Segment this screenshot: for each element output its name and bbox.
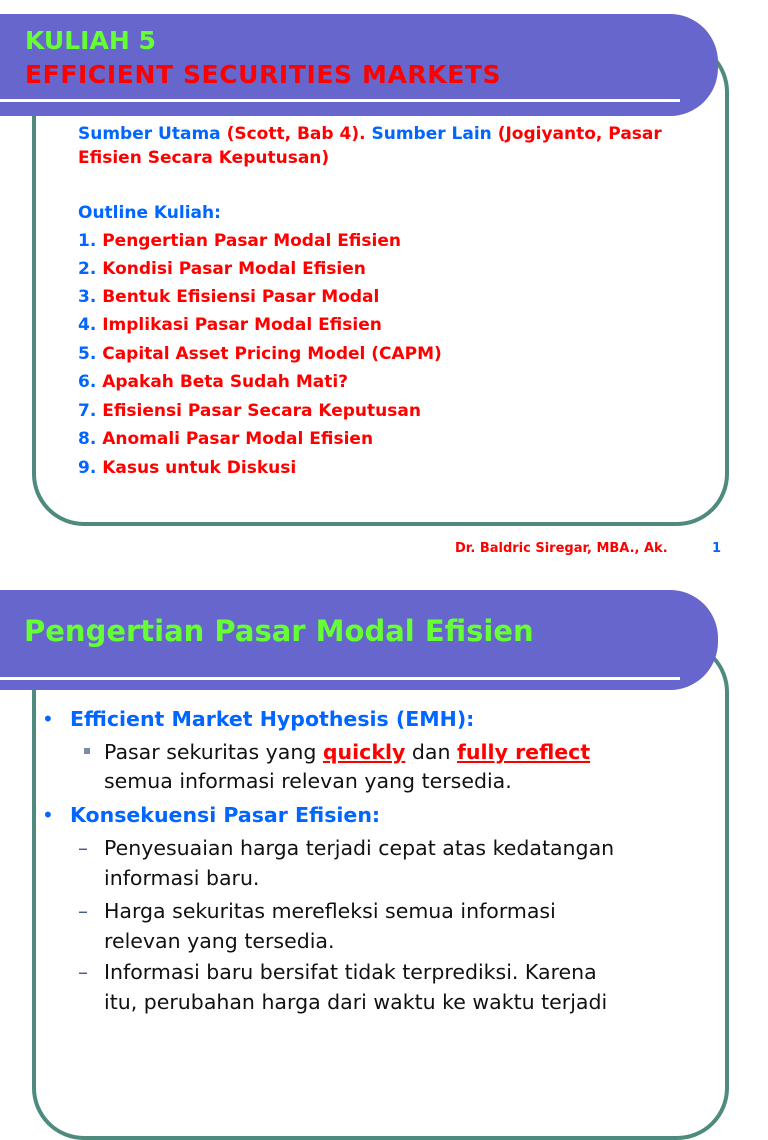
quickly-highlight: quickly [322,740,406,764]
point-line: relevan yang tersedia. [104,929,335,953]
outline-item: 8. Anomali Pasar Modal Efisien [78,429,374,449]
emh-definition-line-1: Pasar sekuritas yang quickly dan fully reflect [104,740,591,764]
outline-item: 7. Efisiensi Pasar Secara Keputusan [78,401,421,421]
slide-2-title-rule [0,677,680,680]
outline-item: 6. Apakah Beta Sudah Mati? [78,372,349,392]
source-other-label: Sumber Lain [371,124,492,144]
outline-item: 5. Capital Asset Pricing Model (CAPM) [78,344,442,364]
point-line: Informasi baru bersifat tidak terprediksi. Karena [104,960,597,984]
footer-author: Dr. Baldric Siregar, MBA., Ak. [455,541,668,556]
dash-bullet-icon: – [78,899,88,923]
fully-reflect-highlight: fully reflect [457,740,591,764]
emh-heading: Efficient Market Hypothesis (EMH): [70,707,475,731]
slide-1-title-rule [0,99,680,102]
emh-definition-line-2: semua informasi relevan yang tersedia. [104,769,512,793]
source-main-ref: (Scott, Bab 4). [226,124,366,144]
bullet-icon: • [42,707,54,731]
square-bullet-icon [84,748,90,754]
point-line: Harga sekuritas merefleksi semua informasi [104,899,556,923]
konsekuensi-heading: Konsekuensi Pasar Efisien: [70,803,381,827]
outline-heading: Outline Kuliah: [78,203,221,223]
outline-item: 9. Kasus untuk Diskusi [78,458,297,478]
page-number: 1 [712,541,722,556]
bullet-icon: • [42,803,54,827]
dash-bullet-icon: – [78,960,88,984]
outline-item: 1. Pengertian Pasar Modal Efisien [78,231,401,251]
slide-2-title: Pengertian Pasar Modal Efisien [24,614,534,648]
sources-line-2: Efisien Secara Keputusan) [78,148,330,168]
sources-line-1 [78,124,662,144]
outline-item: 4. Implikasi Pasar Modal Efisien [78,315,382,335]
point-line: informasi baru. [104,866,260,890]
point-line: itu, perubahan harga dari waktu ke waktu terjadi [104,990,608,1014]
outline-item: 3. Bentuk Efisiensi Pasar Modal [78,287,380,307]
dash-bullet-icon: – [78,836,88,860]
source-main-label: Sumber Utama [78,124,221,144]
lecture-number: KULIAH 5 [25,26,156,55]
outline-item: 2. Kondisi Pasar Modal Efisien [78,259,366,279]
lecture-title: EFFICIENT SECURITIES MARKETS [25,60,502,89]
point-line: Penyesuaian harga terjadi cepat atas kedatangan [104,836,615,860]
source-other-ref: (Jogiyanto, Pasar [497,124,662,144]
